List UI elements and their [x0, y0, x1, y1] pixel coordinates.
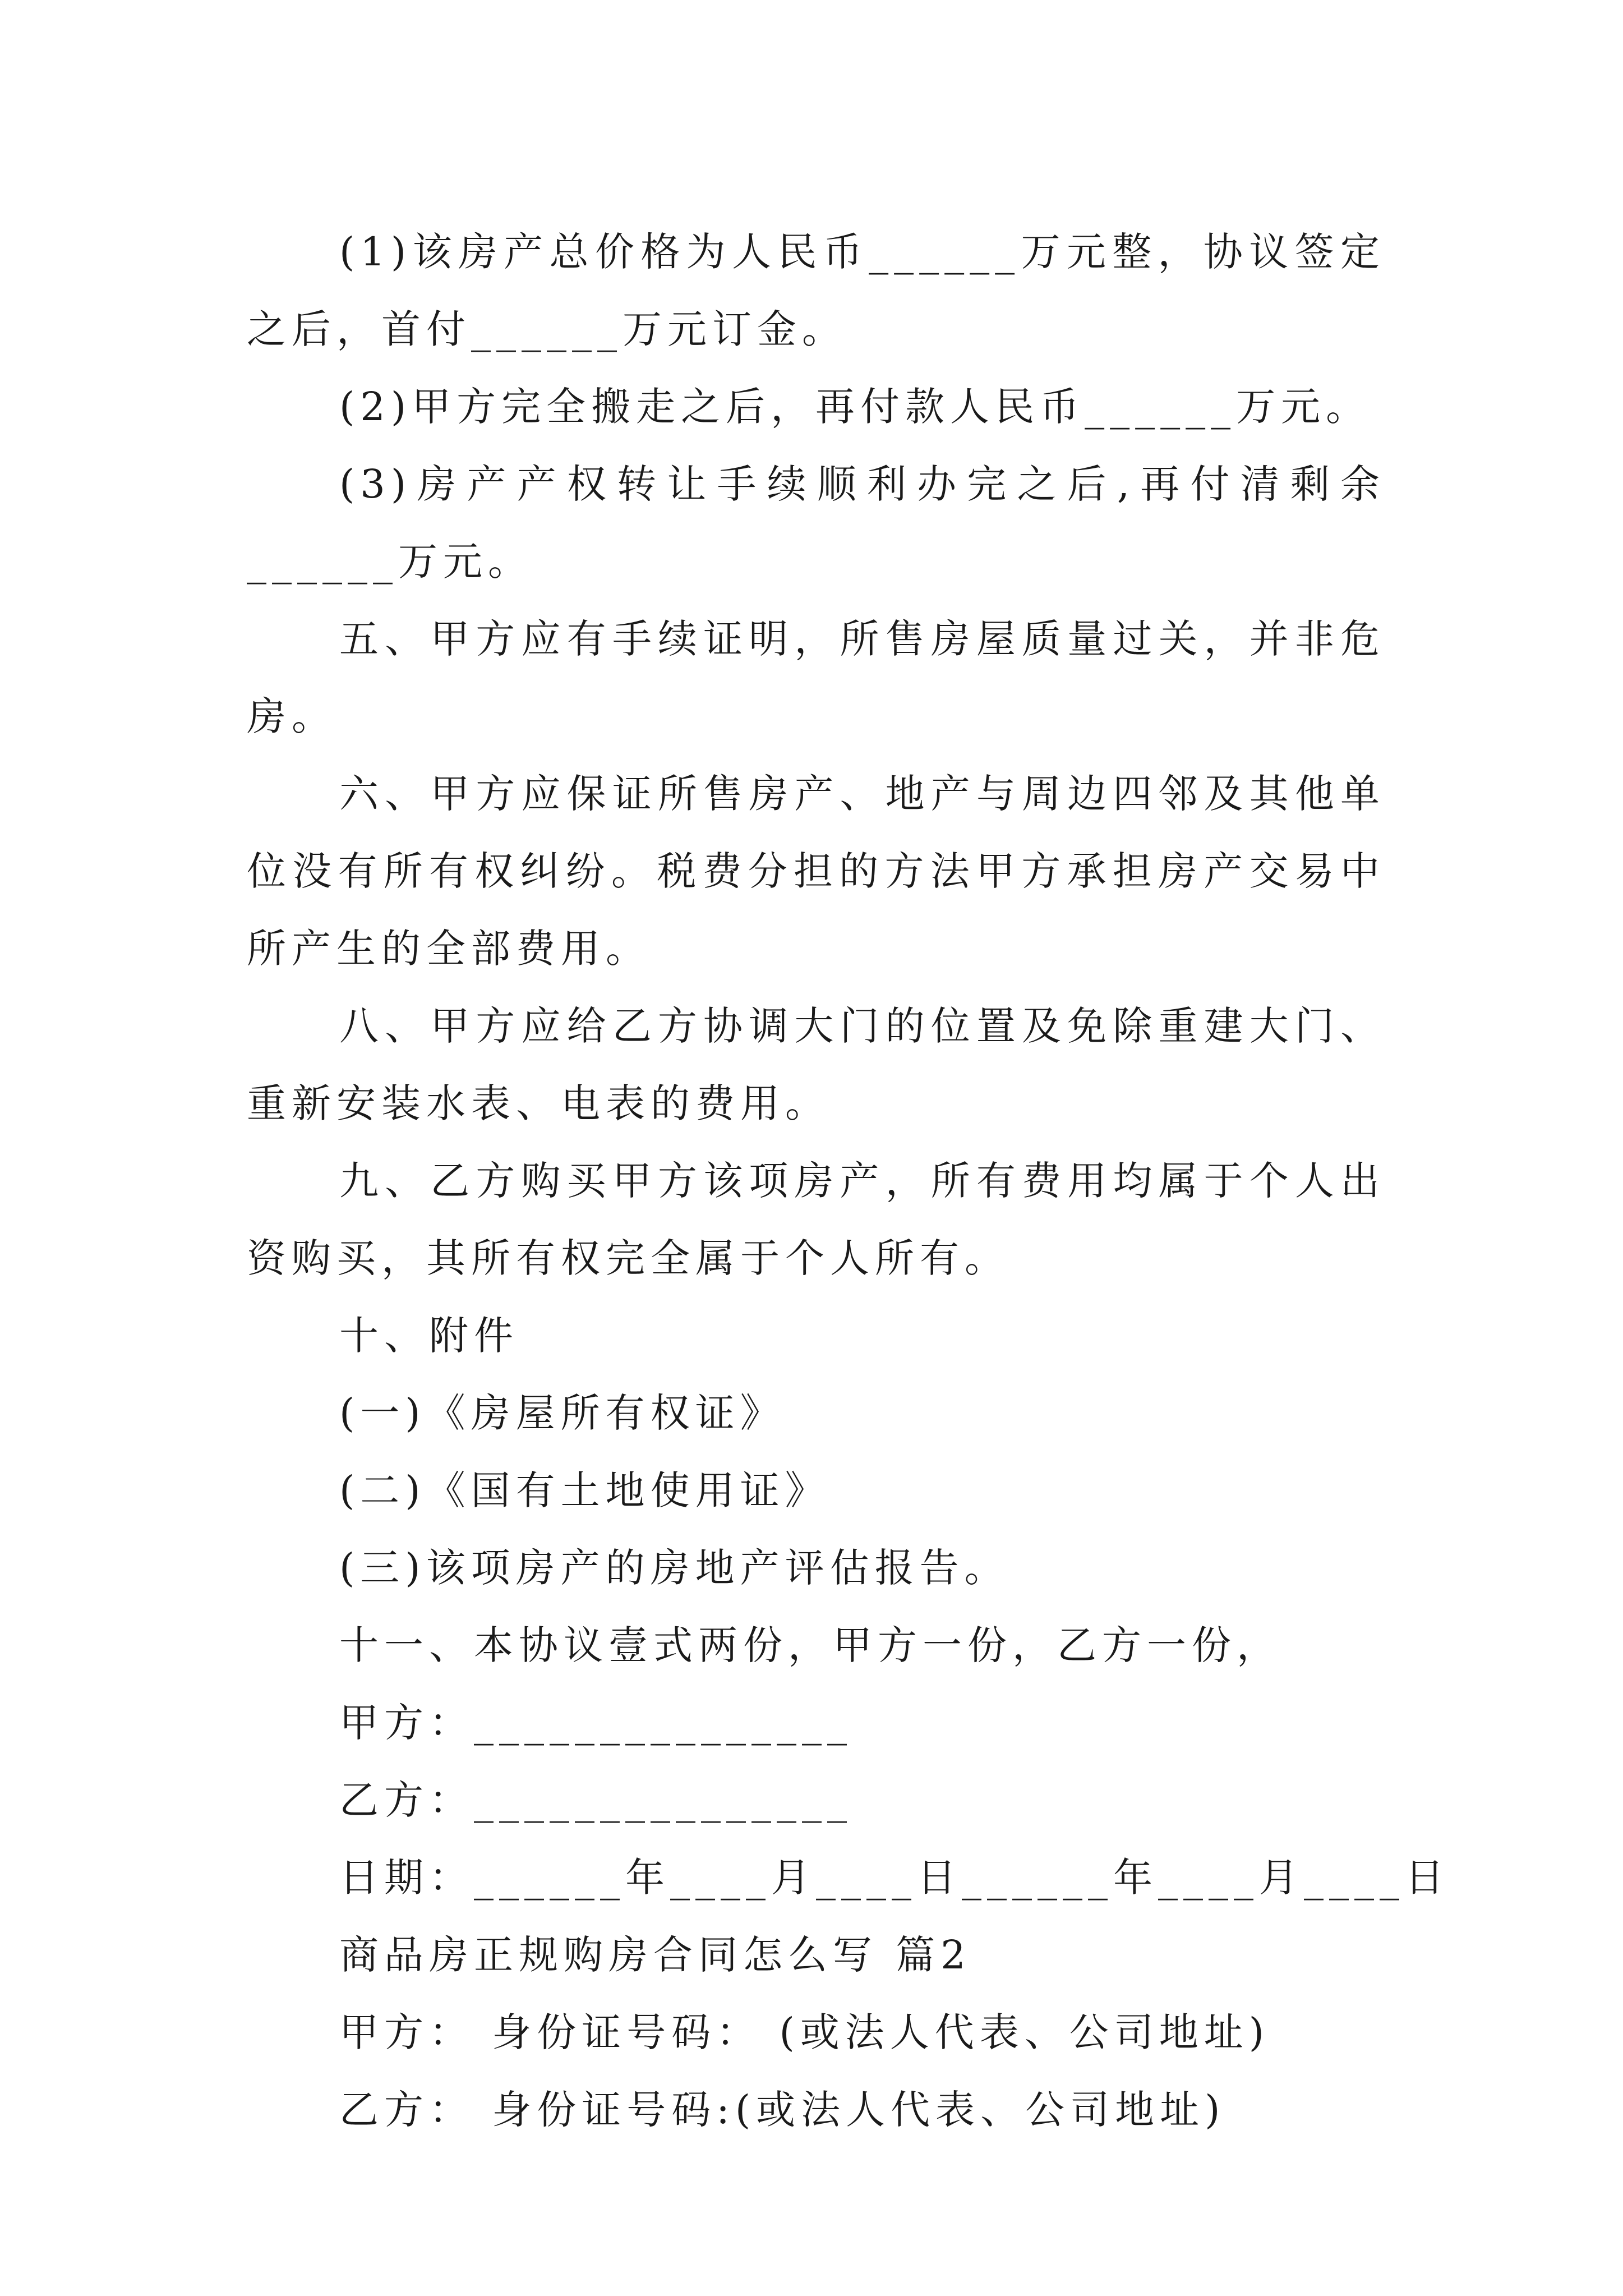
clause-price-final-payment: (3)房产产权转让手续顺利办完之后,再付清剩余______万元。: [247, 461, 1385, 585]
document-page: [247, 213, 1450, 2148]
clause-six: 六、甲方应保证所售房产、地产与周边四邻及其他单位没有所有权纠纷。税费分担的方法甲方承担房产交易中所产生的全部费用。: [247, 771, 1385, 972]
party-a-info: 甲方： 身份证号码： (或法人代表、公司地址): [339, 2009, 1270, 2055]
clause-eleven: 十一、本协议壹式两份，甲方一份，乙方一份，: [339, 1622, 1281, 1668]
clause-price-total: (1)该房产总价格为人民币______万元整，协议签定之后，首付______万元订金。: [247, 229, 1385, 352]
clause-eight: 八、甲方应给乙方协调大门的位置及免除重建大门、重新安装水表、电表的费用。: [247, 1003, 1385, 1126]
attachment-two: (二)《国有土地使用证》: [339, 1467, 830, 1513]
party-b-signature: 乙方：_______________: [339, 1777, 852, 1823]
clause-ten-heading: 十、附件: [339, 1313, 519, 1359]
section-heading: 商品房正规购房合同怎么写 篇2: [339, 1932, 971, 1978]
clause-price-second-payment: (2)甲方完全搬走之后，再付款人民币______万元。: [339, 384, 1371, 430]
party-b-info: 乙方： 身份证号码:(或法人代表、公司地址): [339, 2087, 1226, 2133]
clause-nine: 九、乙方购买甲方该项房产，所有费用均属于个人出资购买，其所有权完全属于个人所有。: [247, 1158, 1385, 1281]
attachment-three: (三)该项房产的房地产评估报告。: [339, 1545, 1009, 1591]
attachment-one: (一)《房屋所有权证》: [339, 1390, 785, 1436]
party-a-signature: 甲方：_______________: [339, 1700, 852, 1746]
clause-five: 五、甲方应有手续证明，所售房屋质量过关，并非危房。: [247, 616, 1385, 739]
date-line: 日期：______年____月____日______年____月____日: [339, 1855, 1450, 1901]
